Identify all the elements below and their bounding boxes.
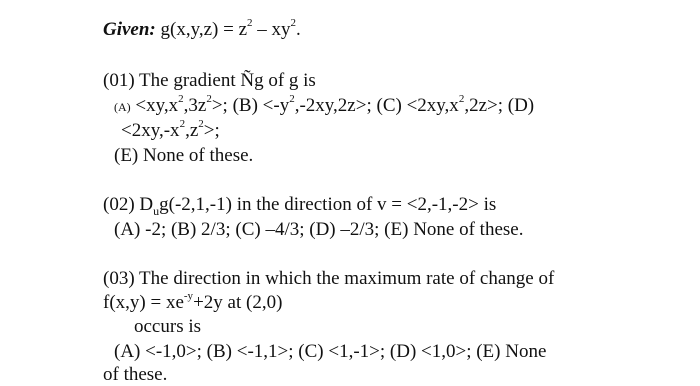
option-text: $<xy,x^2,3z^2>$; $(B) <-y^2,-2xy,2z>$; $(C) <2xy,x^2,2z>$; (D): [130, 92, 535, 116]
question-03-options: (A) <-1,0>; (B) <-1,1>; (C) <1,-1>; (D) <1,0>; (E) None: [114, 341, 547, 362]
question-01-options-line-1: [114, 92, 535, 118]
question-02-stem: (02) $D_ug(-2,1,-1)$ in the direction of v = <2,-1,-2> is: [103, 194, 497, 218]
question-02-options: (A) -2; (B) 2/3; (C) –4/3; (D) –2/3; (E) None of these.: [114, 219, 524, 240]
given-line: [103, 16, 301, 41]
question-01-options-line-2: $<2xy,-x^2,z^2>$;: [121, 117, 220, 141]
question-03-function: $f(x,y) = xe^{-y}+2y$ at (2,0): [103, 289, 283, 313]
given-label: Given:: [103, 19, 156, 40]
given-function: $g(x,y,z) = z^2 - xy^2$.: [160, 16, 301, 40]
question-03-stem: (03) The direction in which the maximum rate of change of: [103, 268, 555, 289]
question-03-occurs: occurs is: [134, 316, 202, 337]
option-a-label: (A): [114, 100, 131, 114]
question-03-options-tail: of these.: [103, 364, 168, 385]
question-01-stem: (01) The gradient Ñg of g is: [103, 70, 316, 91]
question-01-option-e: (E) None of these.: [114, 145, 254, 166]
